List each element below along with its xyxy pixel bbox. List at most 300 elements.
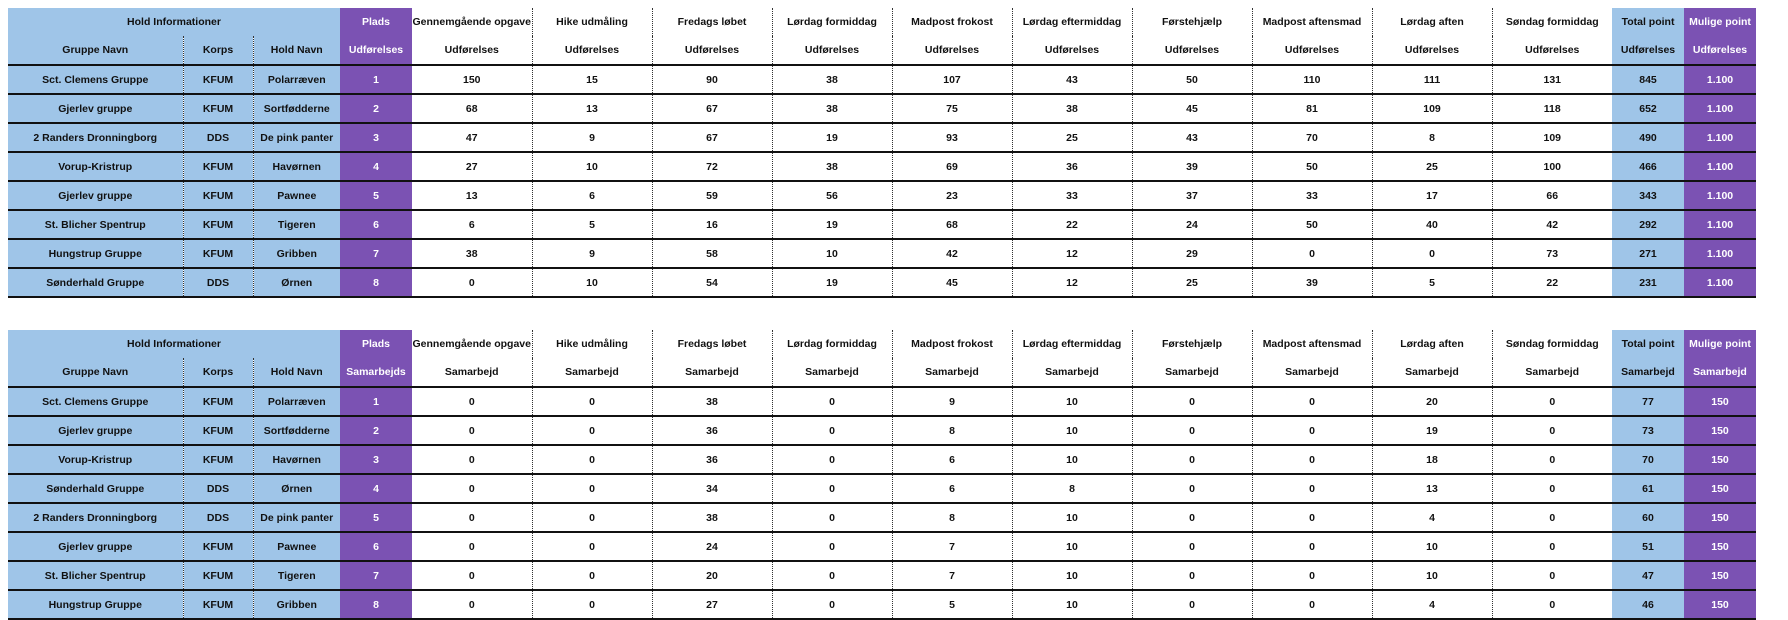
korps-cell: KFUM [183, 532, 253, 561]
score-cell: 8 [892, 416, 1012, 445]
score-cell: 10 [1012, 532, 1132, 561]
total-point-cell: 46 [1612, 590, 1684, 619]
score-cell: 23 [892, 181, 1012, 210]
score-cell: 81 [1252, 94, 1372, 123]
table-row [8, 239, 1756, 268]
score-cell: 9 [892, 387, 1012, 416]
gruppe-navn-header: Gruppe Navn [8, 358, 183, 387]
gruppe-navn-cell: Sct. Clemens Gruppe [8, 65, 183, 94]
mulige-point-cell: 1.100 [1684, 268, 1756, 297]
mulige-point-cell: 150 [1684, 561, 1756, 590]
gruppe-navn-cell: 2 Randers Dronningborg [8, 123, 183, 152]
gruppe-navn-cell: Hungstrup Gruppe [8, 239, 183, 268]
score-cell: 0 [412, 445, 532, 474]
korps-cell: KFUM [183, 65, 253, 94]
score-cell: 27 [652, 590, 772, 619]
activity-sub-header: Udførelses [1252, 36, 1372, 65]
hold-navn-cell: Sortfødderne [253, 94, 340, 123]
plads-cell: 7 [340, 561, 412, 590]
score-cell: 0 [1252, 532, 1372, 561]
mulige-sub-header: Samarbejd [1684, 358, 1756, 387]
score-cell: 66 [1492, 181, 1612, 210]
table-row [8, 474, 1756, 503]
score-cell: 0 [1492, 590, 1612, 619]
score-cell: 0 [532, 387, 652, 416]
hold-navn-cell: Pawnee [253, 532, 340, 561]
activity-sub-header: Samarbejd [532, 358, 652, 387]
score-cell: 0 [772, 532, 892, 561]
score-cell: 0 [1492, 503, 1612, 532]
score-cell: 0 [1132, 416, 1252, 445]
header-row-titles [8, 8, 1756, 36]
hold-navn-cell: Ørnen [253, 268, 340, 297]
total-point-header: Total point [1612, 8, 1684, 36]
score-cell: 38 [412, 239, 532, 268]
mulige-point-cell: 150 [1684, 532, 1756, 561]
score-cell: 0 [772, 387, 892, 416]
score-cell: 8 [892, 503, 1012, 532]
total-point-cell: 73 [1612, 416, 1684, 445]
hold-navn-cell: Havørnen [253, 152, 340, 181]
korps-header: Korps [183, 36, 253, 65]
activity-sub-header: Samarbejd [1492, 358, 1612, 387]
score-cell: 29 [1132, 239, 1252, 268]
mulige-point-cell: 1.100 [1684, 152, 1756, 181]
table-row [8, 445, 1756, 474]
score-cell: 0 [1132, 532, 1252, 561]
score-cell: 43 [1132, 123, 1252, 152]
score-cell: 0 [412, 503, 532, 532]
activity-sub-header: Samarbejd [1252, 358, 1372, 387]
gruppe-navn-cell: St. Blicher Spentrup [8, 561, 183, 590]
total-point-cell: 343 [1612, 181, 1684, 210]
plads-cell: 7 [340, 239, 412, 268]
plads-header: Plads [340, 8, 412, 36]
score-cell: 107 [892, 65, 1012, 94]
score-cell: 25 [1132, 268, 1252, 297]
activity-header: Madpost frokost [892, 8, 1012, 36]
activity-header: Førstehjælp [1132, 330, 1252, 358]
score-cell: 5 [532, 210, 652, 239]
score-cell: 0 [772, 416, 892, 445]
score-cell: 38 [772, 94, 892, 123]
korps-cell: KFUM [183, 416, 253, 445]
korps-cell: DDS [183, 268, 253, 297]
score-cell: 68 [892, 210, 1012, 239]
plads-sub-header: Udførelses [340, 36, 412, 65]
score-cell: 6 [532, 181, 652, 210]
score-cell: 0 [1252, 445, 1372, 474]
score-cell: 22 [1492, 268, 1612, 297]
plads-header: Plads [340, 330, 412, 358]
mulige-point-cell: 150 [1684, 416, 1756, 445]
mulige-point-cell: 150 [1684, 503, 1756, 532]
total-point-cell: 60 [1612, 503, 1684, 532]
table-row [8, 561, 1756, 590]
score-cell: 0 [532, 474, 652, 503]
activity-sub-header: Udførelses [652, 36, 772, 65]
score-cell: 10 [1372, 532, 1492, 561]
hold-navn-header: Hold Navn [253, 36, 340, 65]
score-cell: 18 [1372, 445, 1492, 474]
score-cell: 36 [652, 445, 772, 474]
score-cell: 0 [1252, 561, 1372, 590]
activity-header: Fredags løbet [652, 8, 772, 36]
score-cell: 90 [652, 65, 772, 94]
score-cell: 0 [532, 561, 652, 590]
score-cell: 0 [1252, 239, 1372, 268]
korps-cell: KFUM [183, 387, 253, 416]
hold-navn-header: Hold Navn [253, 358, 340, 387]
korps-cell: KFUM [183, 94, 253, 123]
gruppe-navn-cell: Gjerlev gruppe [8, 532, 183, 561]
korps-cell: KFUM [183, 181, 253, 210]
score-cell: 9 [532, 239, 652, 268]
activity-header: Lørdag aften [1372, 8, 1492, 36]
score-cell: 0 [1492, 416, 1612, 445]
score-cell: 0 [532, 416, 652, 445]
score-cell: 10 [532, 152, 652, 181]
header-row-titles [8, 330, 1756, 358]
score-cell: 15 [532, 65, 652, 94]
score-cell: 118 [1492, 94, 1612, 123]
score-cell: 39 [1252, 268, 1372, 297]
header-row-columns [8, 36, 1756, 65]
activity-sub-header: Udførelses [532, 36, 652, 65]
score-cell: 20 [1372, 387, 1492, 416]
score-cell: 0 [1372, 239, 1492, 268]
score-cell: 0 [1252, 474, 1372, 503]
score-cell: 0 [772, 503, 892, 532]
total-point-header: Total point [1612, 330, 1684, 358]
score-cell: 0 [1132, 474, 1252, 503]
score-cell: 54 [652, 268, 772, 297]
korps-header: Korps [183, 358, 253, 387]
activity-sub-header: Udførelses [1132, 36, 1252, 65]
score-cell: 10 [1012, 503, 1132, 532]
score-cell: 0 [1492, 561, 1612, 590]
gruppe-navn-cell: Sønderhald Gruppe [8, 268, 183, 297]
hold-navn-cell: Polarræven [253, 65, 340, 94]
gruppe-navn-cell: Sct. Clemens Gruppe [8, 387, 183, 416]
korps-cell: KFUM [183, 210, 253, 239]
score-cell: 10 [1012, 416, 1132, 445]
score-cell: 0 [1252, 590, 1372, 619]
score-cell: 38 [772, 152, 892, 181]
total-point-cell: 231 [1612, 268, 1684, 297]
korps-cell: KFUM [183, 590, 253, 619]
score-cell: 45 [1132, 94, 1252, 123]
score-cell: 10 [1012, 387, 1132, 416]
hold-navn-cell: Gribben [253, 239, 340, 268]
korps-cell: DDS [183, 123, 253, 152]
activity-header: Hike udmåling [532, 330, 652, 358]
activity-header: Førstehjælp [1132, 8, 1252, 36]
activity-sub-header: Samarbejd [772, 358, 892, 387]
activity-header: Gennemgående opgave [412, 330, 532, 358]
plads-sub-header: Samarbejds [340, 358, 412, 387]
score-cell: 69 [892, 152, 1012, 181]
score-cell: 19 [772, 210, 892, 239]
score-cell: 13 [412, 181, 532, 210]
table-row [8, 532, 1756, 561]
score-cell: 0 [1132, 561, 1252, 590]
score-cell: 10 [1012, 561, 1132, 590]
score-cell: 0 [412, 474, 532, 503]
mulige-point-header: Mulige point [1684, 8, 1756, 36]
table-row [8, 503, 1756, 532]
score-cell: 34 [652, 474, 772, 503]
hold-navn-cell: Ørnen [253, 474, 340, 503]
score-cell: 27 [412, 152, 532, 181]
score-cell: 58 [652, 239, 772, 268]
hold-navn-cell: Sortfødderne [253, 416, 340, 445]
score-cell: 8 [1372, 123, 1492, 152]
activity-sub-header: Udførelses [1372, 36, 1492, 65]
plads-cell: 5 [340, 181, 412, 210]
mulige-point-cell: 150 [1684, 590, 1756, 619]
score-cell: 0 [1132, 503, 1252, 532]
score-cell: 0 [1252, 387, 1372, 416]
score-cell: 39 [1132, 152, 1252, 181]
score-cell: 10 [1372, 561, 1492, 590]
score-cell: 8 [1012, 474, 1132, 503]
activity-header: Madpost aftensmad [1252, 8, 1372, 36]
score-cell: 45 [892, 268, 1012, 297]
score-cell: 0 [1492, 387, 1612, 416]
mulige-point-cell: 1.100 [1684, 239, 1756, 268]
gruppe-navn-cell: Hungstrup Gruppe [8, 590, 183, 619]
activity-sub-header: Samarbejd [412, 358, 532, 387]
activity-header: Lørdag formiddag [772, 330, 892, 358]
activity-header: Søndag formiddag [1505, 16, 1599, 28]
korps-cell: KFUM [183, 239, 253, 268]
activity-sub-header: Udførelses [412, 36, 532, 65]
score-cell: 0 [412, 532, 532, 561]
korps-cell: KFUM [183, 445, 253, 474]
score-cell: 93 [892, 123, 1012, 152]
score-cell: 25 [1372, 152, 1492, 181]
score-cell: 33 [1012, 181, 1132, 210]
score-cell: 0 [1252, 416, 1372, 445]
total-point-cell: 292 [1612, 210, 1684, 239]
score-cell: 0 [772, 561, 892, 590]
total-point-cell: 271 [1612, 239, 1684, 268]
total-point-cell: 652 [1612, 94, 1684, 123]
hold-navn-cell: Havørnen [253, 445, 340, 474]
score-cell: 5 [892, 590, 1012, 619]
score-cell: 0 [1132, 590, 1252, 619]
score-cell: 0 [412, 387, 532, 416]
score-cell: 40 [1372, 210, 1492, 239]
gruppe-navn-header: Gruppe Navn [8, 36, 183, 65]
hold-navn-cell: Tigeren [253, 561, 340, 590]
score-cell: 0 [412, 268, 532, 297]
hold-navn-cell: De pink panter [253, 503, 340, 532]
total-point-cell: 466 [1612, 152, 1684, 181]
samarbejde-table [8, 330, 1756, 620]
score-cell: 12 [1012, 268, 1132, 297]
udfoerelse-table [8, 8, 1756, 298]
hold-informationer-header: Hold Informationer [8, 8, 340, 36]
score-cell: 6 [892, 474, 1012, 503]
score-cell: 67 [652, 123, 772, 152]
table-row [8, 94, 1756, 123]
activity-header: Lørdag eftermiddag [1012, 330, 1132, 358]
plads-cell: 2 [340, 416, 412, 445]
mulige-point-cell: 150 [1684, 474, 1756, 503]
korps-cell: DDS [183, 474, 253, 503]
score-cell: 4 [1372, 590, 1492, 619]
score-cell: 22 [1012, 210, 1132, 239]
table-row [8, 152, 1756, 181]
gruppe-navn-cell: Gjerlev gruppe [8, 416, 183, 445]
score-cell: 12 [1012, 239, 1132, 268]
score-cell: 33 [1252, 181, 1372, 210]
score-cell: 110 [1252, 65, 1372, 94]
mulige-point-cell: 150 [1684, 445, 1756, 474]
korps-cell: KFUM [183, 561, 253, 590]
activity-header: Hike udmåling [532, 8, 652, 36]
hold-navn-cell: Tigeren [253, 210, 340, 239]
mulige-point-cell: 1.100 [1684, 181, 1756, 210]
score-cell: 5 [1372, 268, 1492, 297]
score-cell: 10 [772, 239, 892, 268]
score-cell: 42 [892, 239, 1012, 268]
hold-navn-cell: De pink panter [253, 123, 340, 152]
korps-cell: DDS [183, 503, 253, 532]
score-cell: 109 [1492, 123, 1612, 152]
gruppe-navn-cell: Vorup-Kristrup [8, 152, 183, 181]
activity-sub-header: Samarbejd [1132, 358, 1252, 387]
activity-sub-header: Udførelses [1492, 36, 1612, 65]
activity-sub-header: Samarbejd [1012, 358, 1132, 387]
score-cell: 13 [1372, 474, 1492, 503]
hold-navn-cell: Pawnee [253, 181, 340, 210]
total-point-cell: 490 [1612, 123, 1684, 152]
score-cell: 0 [1492, 445, 1612, 474]
score-cell: 16 [652, 210, 772, 239]
table-row [8, 590, 1756, 619]
score-cell: 0 [772, 474, 892, 503]
total-point-cell: 70 [1612, 445, 1684, 474]
mulige-sub-header: Udførelses [1684, 36, 1756, 65]
table-row [8, 65, 1756, 94]
score-cell: 131 [1492, 65, 1612, 94]
score-cell: 38 [652, 387, 772, 416]
score-cell: 0 [532, 503, 652, 532]
score-cell: 17 [1372, 181, 1492, 210]
gruppe-navn-cell: Gjerlev gruppe [8, 94, 183, 123]
table-row [8, 416, 1756, 445]
table-row [8, 181, 1756, 210]
activity-header: Gennemgående opgave [412, 8, 532, 36]
plads-cell: 3 [340, 445, 412, 474]
score-cell: 0 [532, 445, 652, 474]
plads-cell: 6 [340, 532, 412, 561]
score-cell: 0 [1492, 532, 1612, 561]
score-cell: 4 [1372, 503, 1492, 532]
plads-cell: 2 [340, 94, 412, 123]
total-sub-header: Samarbejd [1612, 358, 1684, 387]
score-cell: 25 [1012, 123, 1132, 152]
activity-sub-header: Udførelses [892, 36, 1012, 65]
activity-header: Fredags løbet [652, 330, 772, 358]
score-cell: 10 [1012, 590, 1132, 619]
score-cell: 59 [652, 181, 772, 210]
score-cell: 6 [412, 210, 532, 239]
plads-cell: 8 [340, 268, 412, 297]
score-cell: 24 [652, 532, 772, 561]
score-cell: 0 [412, 590, 532, 619]
score-cell: 100 [1492, 152, 1612, 181]
score-cell: 38 [1012, 94, 1132, 123]
score-cell: 0 [1252, 503, 1372, 532]
score-cell: 109 [1372, 94, 1492, 123]
score-cell: 50 [1132, 65, 1252, 94]
plads-cell: 1 [340, 65, 412, 94]
score-cell: 42 [1492, 210, 1612, 239]
score-cell: 68 [412, 94, 532, 123]
total-point-cell: 845 [1612, 65, 1684, 94]
score-cell: 19 [1372, 416, 1492, 445]
score-cell: 56 [772, 181, 892, 210]
mulige-point-cell: 150 [1684, 387, 1756, 416]
score-cell: 36 [652, 416, 772, 445]
activity-sub-header: Samarbejd [652, 358, 772, 387]
score-cell: 75 [892, 94, 1012, 123]
score-cell: 0 [1132, 445, 1252, 474]
score-cell: 50 [1252, 210, 1372, 239]
score-cell: 0 [772, 445, 892, 474]
gruppe-navn-cell: St. Blicher Spentrup [8, 210, 183, 239]
score-cell: 7 [892, 532, 1012, 561]
activity-sub-header: Udførelses [772, 36, 892, 65]
plads-cell: 4 [340, 474, 412, 503]
score-cell: 43 [1012, 65, 1132, 94]
score-cell: 37 [1132, 181, 1252, 210]
activity-header: Søndag formiddag [1505, 338, 1599, 350]
activity-header: Lørdag eftermiddag [1012, 8, 1132, 36]
gruppe-navn-cell: Gjerlev gruppe [8, 181, 183, 210]
score-cell: 0 [532, 590, 652, 619]
score-cell: 6 [892, 445, 1012, 474]
score-cell: 0 [772, 590, 892, 619]
score-cell: 38 [772, 65, 892, 94]
score-cell: 7 [892, 561, 1012, 590]
mulige-point-cell: 1.100 [1684, 210, 1756, 239]
score-cell: 9 [532, 123, 652, 152]
total-point-cell: 61 [1612, 474, 1684, 503]
plads-cell: 6 [340, 210, 412, 239]
activity-header: Madpost frokost [892, 330, 1012, 358]
mulige-point-cell: 1.100 [1684, 94, 1756, 123]
mulige-point-cell: 1.100 [1684, 65, 1756, 94]
score-cell: 72 [652, 152, 772, 181]
score-cell: 10 [532, 268, 652, 297]
score-cell: 0 [412, 561, 532, 590]
activity-sub-header: Samarbejd [892, 358, 1012, 387]
score-cell: 70 [1252, 123, 1372, 152]
header-row-columns [8, 358, 1756, 387]
total-point-cell: 47 [1612, 561, 1684, 590]
score-cell: 0 [1492, 474, 1612, 503]
score-cell: 67 [652, 94, 772, 123]
table-row [8, 387, 1756, 416]
plads-cell: 3 [340, 123, 412, 152]
plads-cell: 8 [340, 590, 412, 619]
score-cell: 20 [652, 561, 772, 590]
